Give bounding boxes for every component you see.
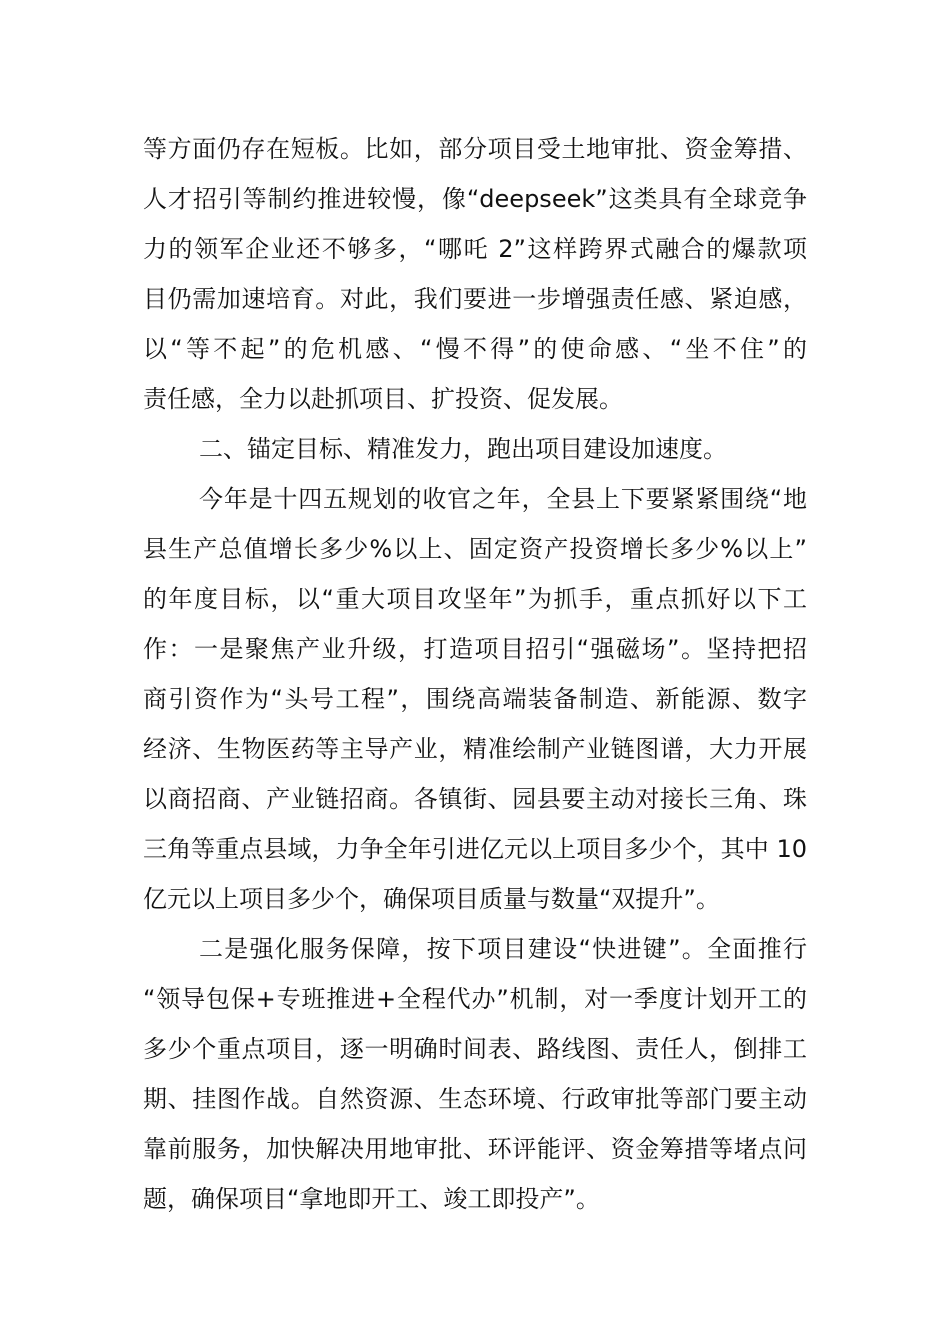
section-heading: 二、锚定目标、精准发力，跑出项目建设加速度。 [199,435,727,463]
paragraph-line: 靠前服务，加快解决用地审批、环评能评、资金筹措等堵点问 [143,1135,807,1163]
paragraph-line: 以商招商、产业链招商。各镇街、园县要主动对接长三角、珠 [143,785,807,813]
paragraph-line: 作：一是聚焦产业升级，打造项目招引“强磁场”。坚持把招 [143,635,807,663]
paragraph-line: 三角等重点县域，力争全年引进亿元以上项目多少个，其中 10 [143,835,807,863]
paragraph-line: “领导包保+专班推进+全程代办”机制，对一季度计划开工的 [143,985,807,1013]
paragraph-line: 题，确保项目“拿地即开工、竣工即投产”。 [143,1185,600,1213]
paragraph-line: 多少个重点项目，逐一明确时间表、路线图、责任人，倒排工 [143,1035,807,1063]
paragraph-line: 县生产总值增长多少%以上、固定资产投资增长多少%以上” [143,535,807,563]
paragraph-line: 人才招引等制约推进较慢，像“deepseek”这类具有全球竞争 [143,185,807,213]
paragraph-line: 经济、生物医药等主导产业，精准绘制产业链图谱，大力开展 [143,735,807,763]
paragraph-line: 目仍需加速培育。对此，我们要进一步增强责任感、紧迫感， [143,285,807,313]
paragraph-line: 期、挂图作战。自然资源、生态环境、行政审批等部门要主动 [143,1085,807,1113]
paragraph-line: 亿元以上项目多少个，确保项目质量与数量“双提升”。 [143,885,720,913]
paragraph-line: 力的领军企业还不够多，“哪吒 2”这样跨界式融合的爆款项 [143,235,807,263]
paragraph-line: 的年度目标，以“重大项目攻坚年”为抓手，重点抓好以下工 [143,585,807,613]
paragraph-line: 二是强化服务保障，按下项目建设“快进键”。全面推行 [199,935,807,963]
paragraph-line: 今年是十四五规划的收官之年，全县上下要紧紧围绕“地 [199,485,807,513]
paragraph-line: 责任感，全力以赴抓项目、扩投资、促发展。 [143,385,623,413]
paragraph-line: 商引资作为“头号工程”，围绕高端装备制造、新能源、数字 [143,685,807,713]
paragraph-line: 以“等不起”的危机感、“慢不得”的使命感、“坐不住”的 [143,335,807,363]
paragraph-line: 等方面仍存在短板。比如，部分项目受土地审批、资金筹措、 [143,135,807,163]
